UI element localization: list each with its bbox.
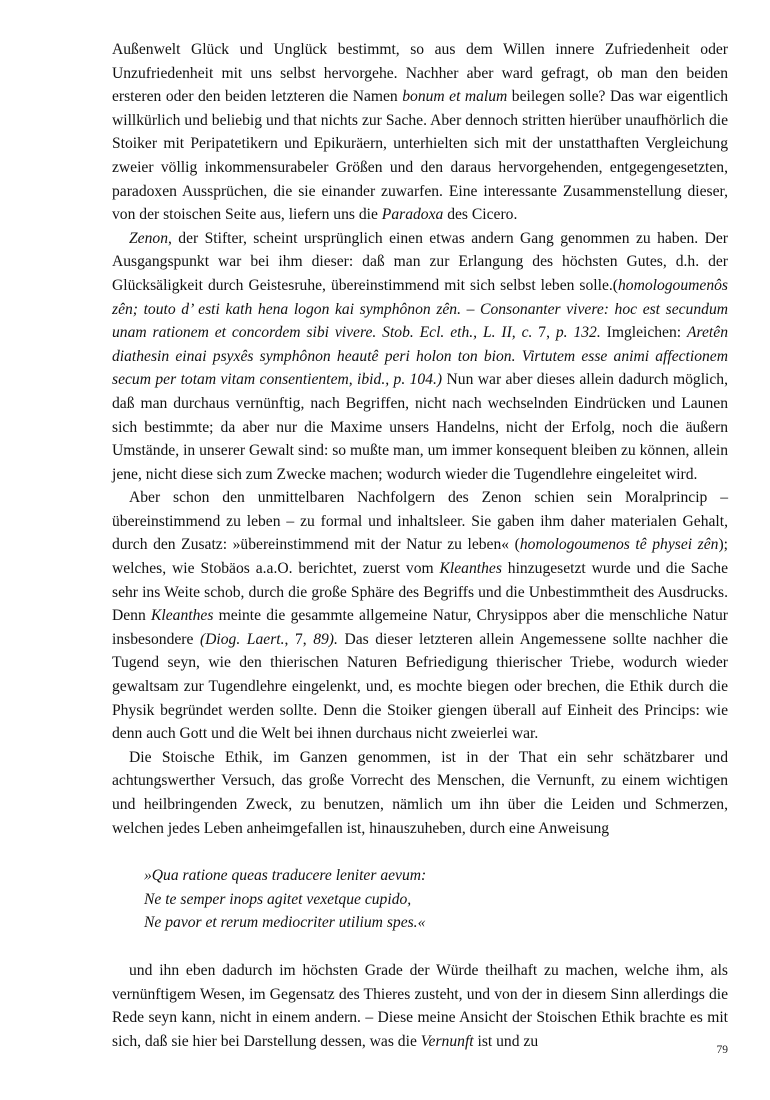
body-text: meinte die gesammte allgemeine Natur, Chrysippos aber die menschliche Natur insbesondere [112, 607, 728, 648]
body-text: Imgleichen: [600, 324, 687, 342]
body-text: , 7, [284, 630, 314, 648]
body-text: , der Stifter, scheint ursprünglich einen etwas andern Gang genommen zu haben. Der Ausgangspunkt war bei ihm dieser: daß man zur Erlangung des höchsten Gutes, d.h. der Glücksäligkeit durch Geistesruhe, übereinstimmend mit sich selbst leben solle.( [112, 229, 728, 294]
verse-line: »Qua ratione queas traducere leniter aevum: [144, 867, 427, 885]
verse-line: Ne te semper inops agitet vexetque cupido, [144, 890, 412, 908]
italic-text: (Diog. Laert. [199, 630, 285, 648]
body-text: Nun war aber dieses allein dadurch möglich, daß man durchaus vernünftig, nach Begriffen, nicht nach wechselnden Eindrücken und Launen sich bestimmte; da aber nur die Maxime unsers Handelns, nicht der Erfolg, noch die äußern Umstände, in unserer Gewalt sind: so mußte man, um immer konsequent bleiben zu können, allein jene, nicht diese sich zum Zwecke machen; wodurch wieder die Tugendlehre eingeleitet wird. [112, 371, 728, 483]
body-text: hinzugesetzt wurde und die Sache sehr ins Weite schob, durch die große Sphäre des Begriffs und die Unbestimmtheit des Ausdrucks. Denn [112, 560, 728, 625]
body-text: des Cicero. [443, 206, 518, 224]
paragraph-p5 [112, 959, 728, 1053]
paragraph-p4 [112, 746, 728, 840]
verse-quote [144, 864, 728, 935]
page-body [112, 38, 728, 1053]
italic-text: homologoumenôs zên; touto d’ esti kath hena logon kai symphônon zên. – Consonanter vivere: hoc est secundum unam rationem et concordem sibi vivere. Stob. Ecl. eth., L. II, c. [112, 276, 728, 342]
page-number: 79 [716, 1044, 728, 1056]
paragraph-p3 [112, 486, 728, 746]
italic-text: Zenon [129, 229, 168, 247]
italic-text: bonum et malum [402, 88, 508, 106]
italic-text: Aretên diathesin einai psyxês symphônon heautê peri holon ton bion. Virtutem esse animi affectionem secum per totam vitam consentientem, ibid., p. 104.) [112, 324, 728, 389]
body-text: Das dieser letzteren allein Angemessene sollte nachher die Tugend seyn, wie den thierischen Naturen Befriedigung thierischer Triebe, wodurch wieder gewaltsam zur Tugendlehre eingelenkt, und, es mochte biegen oder brechen, die Ethik durch die Physik begründet werden sollte. Denn die Stoiker giengen überall auf Einheit des Princips: wie denn auch Gott und die Welt bei ihnen durchaus nicht zweierlei war. [112, 630, 729, 743]
body-text: ); welches, wie Stobäos a.a.O. berichtet, zuerst vom [112, 536, 728, 578]
italic-text: 89). [313, 630, 338, 648]
verse-line: Ne pavor et rerum mediocriter utilium spes.« [144, 914, 426, 932]
body-text: 7, [532, 324, 556, 342]
italic-text: p. 132. [555, 324, 601, 342]
italic-text: Kleanthes [439, 560, 502, 578]
paragraph-p2 [112, 227, 728, 487]
body-text: Die Stoische Ethik, im Ganzen genommen, ist in der That ein sehr schätzbarer und achtungswerther Versuch, das große Vorrecht des Menschen, die Vernunft, zu einem wichtigen und heilbringenden Zweck, zu benutzen, nämlich um ihn über die Leiden und Schmerzen, welchen jedes Leben anheimgefallen ist, hinauszuheben, durch eine Anweisung [112, 748, 728, 837]
italic-text: Kleanthes [151, 607, 214, 625]
italic-text: Paradoxa [381, 206, 444, 224]
body-text: Aber schon den unmittelbaren Nachfolgern des Zenon schien sein Moralprincip – übereinstimmend zu leben – zu formal und inhaltsleer. Sie gaben ihm daher materialen Gehalt, durch den Zusatz: »übereinstimmend mit der Natur zu leben« ( [112, 489, 728, 554]
body-text: und ihn eben dadurch im höchsten Grade der Würde theilhaft zu machen, welche ihm, als vernünftigem Wesen, im Gegensatz des Thieres zusteht, und von der in diesem Sinn allerdings die Rede seyn kann, nicht in einem andern. – Diese meine Ansicht der Stoischen Ethik brachte es mit sich, daß sie hier bei Darstellung dessen, was die [112, 961, 728, 1050]
body-text: ist und zu [473, 1032, 539, 1050]
body-text: Außenwelt Glück und Unglück bestimmt, so aus dem Willen innere Zufriedenheit oder Unzufriedenheit mit uns selbst hervorgehe. Nachher aber ward gefragt, ob man den beiden ersteren oder den beiden letzteren die Namen [112, 41, 728, 106]
paragraph-p1 [112, 38, 728, 227]
italic-text: Vernunft [420, 1032, 474, 1050]
italic-text: homologoumenos tê physei zên [519, 536, 719, 554]
body-text: beilegen solle? Das war eigentlich willkürlich und beliebig und that nichts zur Sache. Aber dennoch stritten hierüber unaufhörlich die Stoiker mit Peripatetikern und Epikuräern, unterhielten sich mit der unstatthaften Vergleichung zweier völlig inkommensurabeler Größen und den daraus hervorgehenden, entgegengesetzten, paradoxen Aussprüchen, die sie einander zuwarfen. Eine interessante Zusammenstellung dieser, von der stoischen Seite aus, liefern uns die [112, 88, 729, 224]
